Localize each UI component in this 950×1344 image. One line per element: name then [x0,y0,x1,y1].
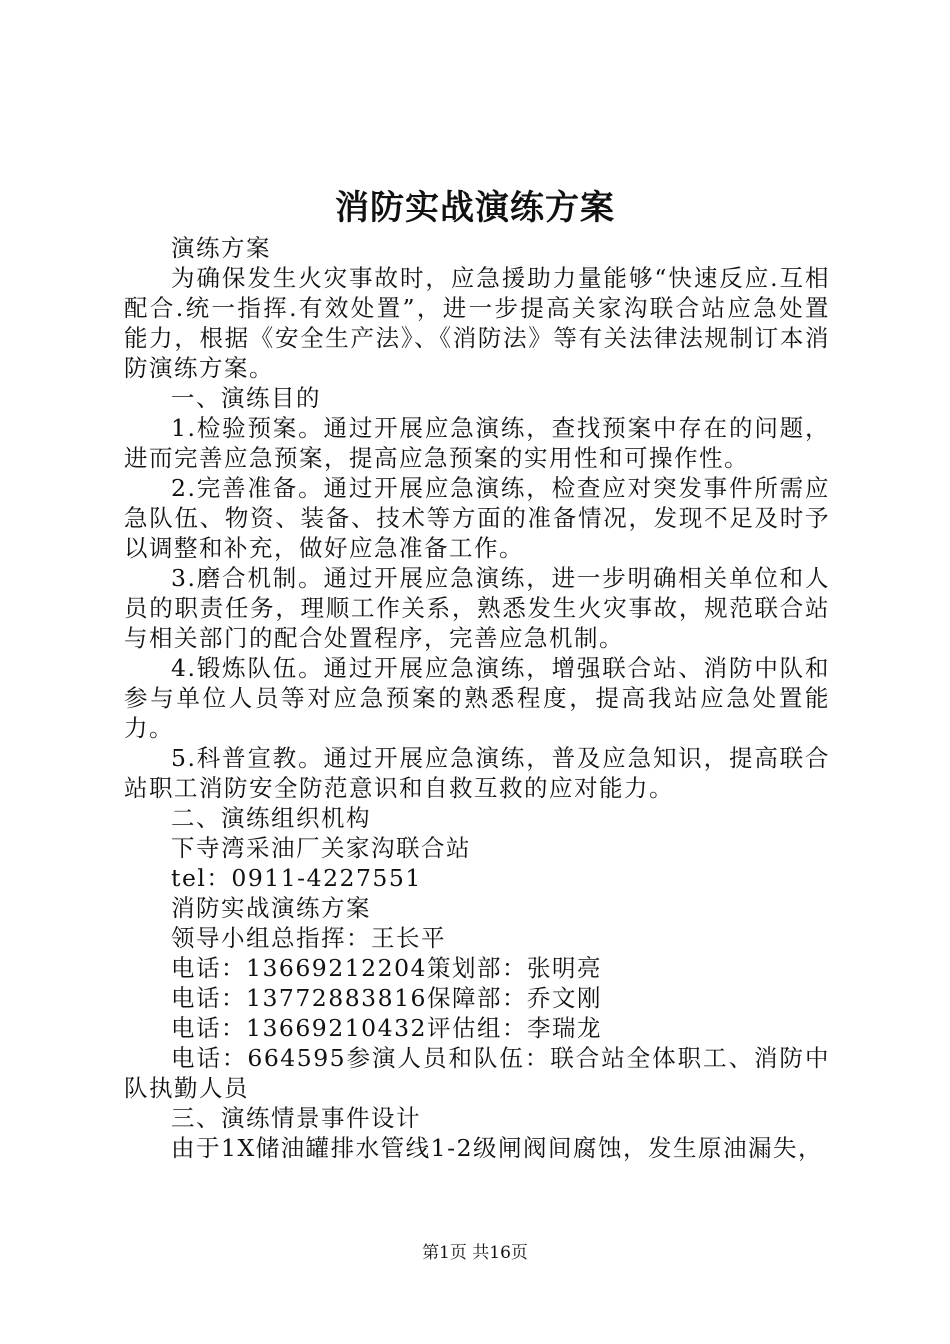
contact-line-4: 电话：664595参演人员和队伍：联合站全体职工、消防中队执勤人员 [124,1044,830,1102]
section-heading-purpose: 一、演练目的 [171,384,321,412]
section-heading-organization: 二、演练组织机构 [171,804,371,832]
paragraph-heading: 演练方案 [171,234,271,262]
paragraph-item-3: 3.磨合机制。通过开展应急演练，进一步明确相关单位和人员的职责任务，理顺工作关系，熟悉发生火灾事故，规范联合站与相关部门的配合处置程序，完善应急机制。 [124,564,830,652]
document-body [124,233,830,1163]
paragraph-intro: 为确保发生火灾事故时，应急援助力量能够“快速反应.互相配合.统一指挥.有效处置”，进一步提高关家沟联合站应急处置能力，根据《安全生产法》、《消防法》等有关法律法规制订本消防演练方案。 [124,264,830,382]
document-title: 消防实战演练方案 [335,188,615,228]
paragraph-item-2: 2.完善准备。通过开展应急演练，检查应对突发事件所需应急队伍、物资、装备、技术等方面的准备情况，发现不足及时予以调整和补充，做好应急准备工作。 [124,474,830,562]
running-title: 消防实战演练方案 [171,894,371,922]
page-footer: 第1页 共16页 [422,1243,528,1263]
section-heading-scenario: 三、演练情景事件设计 [171,1104,421,1132]
paragraph-item-1: 1.检验预案。通过开展应急演练，查找预案中存在的问题，进而完善应急预案，提高应急预案的实用性和可操作性。 [124,414,830,472]
paragraph-item-4: 4.锻炼队伍。通过开展应急演练，增强联合站、消防中队和参与单位人员等对应急预案的熟悉程度，提高我站应急处置能力。 [124,654,830,742]
contact-line-1: 电话：13669212204策划部：张明亮 [171,954,602,982]
organization-name: 下寺湾采油厂关家沟联合站 [171,834,471,862]
leader-line: 领导小组总指挥：王长平 [171,924,446,952]
paragraph-scenario: 由于1X储油罐排水管线1-2级闸阀间腐蚀，发生原油漏失， [171,1134,824,1162]
paragraph-item-5: 5.科普宣教。通过开展应急演练，普及应急知识，提高联合站职工消防安全防范意识和自救互救的应对能力。 [124,744,830,802]
organization-tel: tel：0911-4227551 [171,864,422,892]
contact-line-3: 电话：13669210432评估组：李瑞龙 [171,1014,602,1042]
contact-line-2: 电话：13772883816保障部：乔文刚 [171,984,602,1012]
